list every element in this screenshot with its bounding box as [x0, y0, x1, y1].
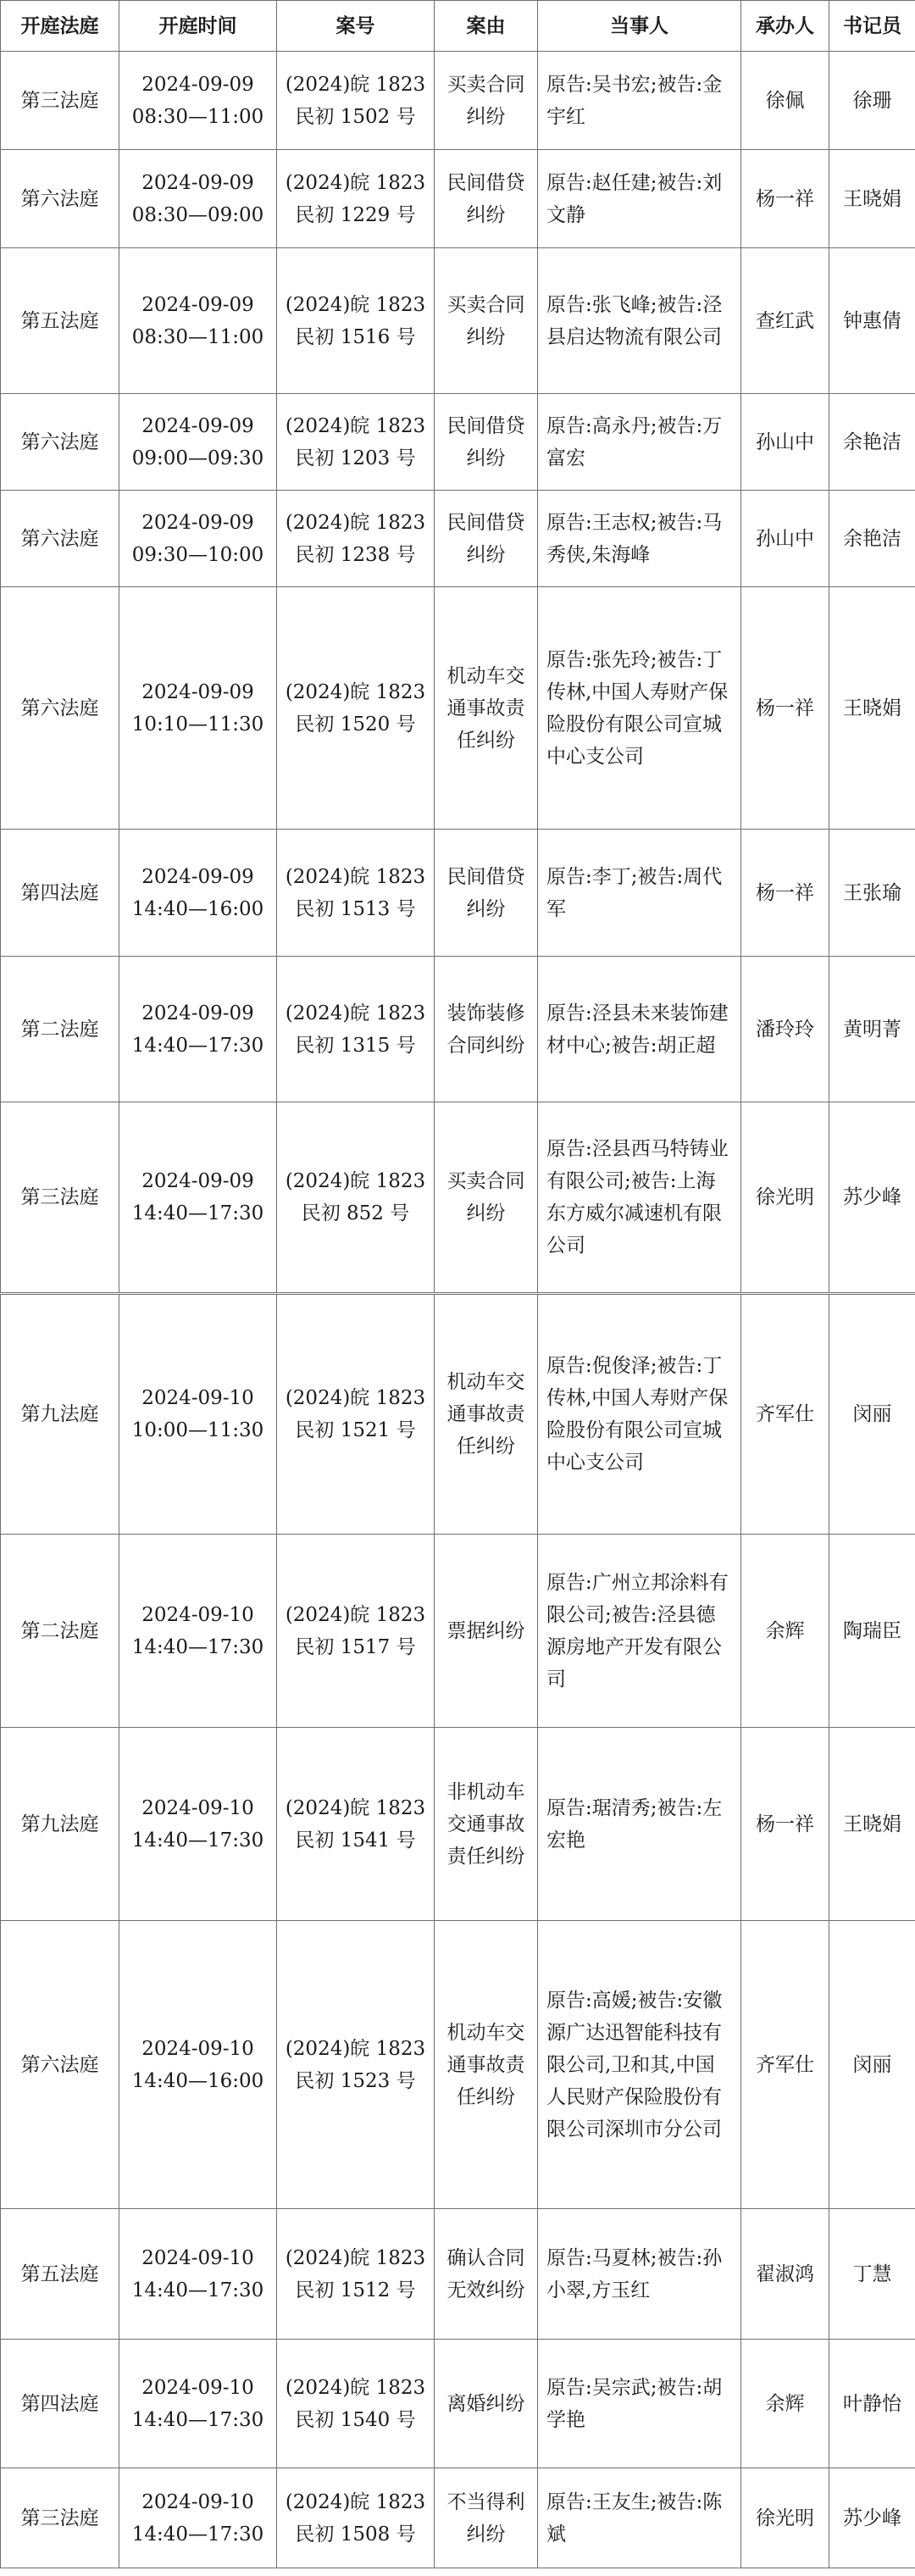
court-cell: 第二法庭: [1, 1535, 119, 1728]
case-number: 民初 1516 号: [295, 325, 416, 348]
case-number: 民初 852 号: [301, 1202, 410, 1224]
case-number: 民初 1540 号: [295, 2408, 416, 2431]
case-number-cell: [277, 957, 435, 1102]
parties-cell: 原告:赵任建;被告:刘文静: [538, 150, 741, 248]
hearing-date: 2024-09-09: [141, 1002, 254, 1024]
time-cell: [119, 1535, 277, 1728]
judge-cell: 杨一祥: [741, 830, 829, 957]
hearing-time: 14:40—17:30: [131, 2279, 264, 2301]
header-row: [1, 1, 915, 52]
parties-cell: 原告:泾县西马特铸业有限公司;被告:上海东方威尔减速机有限公司: [538, 1102, 741, 1294]
table-row: [1, 491, 915, 587]
case-number: 民初 1512 号: [295, 2279, 416, 2301]
hearing-date: 2024-09-10: [141, 1603, 254, 1626]
case-year: (2024)皖 1823: [285, 2246, 426, 2269]
case-number: 民初 1523 号: [295, 2069, 416, 2092]
case-number: 民初 1502 号: [295, 105, 416, 128]
clerk-cell: 苏少峰: [829, 2468, 915, 2568]
clerk-cell: 丁慧: [829, 2209, 915, 2340]
case-year: (2024)皖 1823: [285, 2037, 426, 2060]
hearing-time: 14:40—17:30: [131, 1635, 264, 1658]
case-year: (2024)皖 1823: [285, 1170, 426, 1192]
time-cell: [119, 248, 277, 394]
case-number-cell: [277, 52, 435, 150]
case-number: 民初 1521 号: [295, 1419, 416, 1441]
table-row: [1, 394, 915, 491]
judge-cell: 徐佩: [741, 52, 829, 150]
court-cell: 第三法庭: [1, 2468, 119, 2568]
table-row: [1, 830, 915, 957]
court-cell: 第五法庭: [1, 2209, 119, 2340]
table-row: [1, 2340, 915, 2468]
court-cell: 第六法庭: [1, 394, 119, 491]
time-cell: [119, 1294, 277, 1535]
case-number-cell: [277, 248, 435, 394]
hearing-time: 08:30—11:00: [131, 105, 264, 128]
case-number-cell: [277, 587, 435, 830]
hearing-date: 2024-09-09: [141, 73, 254, 96]
court-cell: 第五法庭: [1, 248, 119, 394]
time-cell: [119, 491, 277, 587]
parties-cell: 原告:王友生;被告:陈斌: [538, 2468, 741, 2568]
table-row: [1, 52, 915, 150]
time-cell: [119, 52, 277, 150]
hearing-date: 2024-09-09: [141, 865, 254, 888]
cause-cell: 民间借贷纠纷: [435, 830, 538, 957]
hearing-time: 14:40—16:00: [131, 897, 264, 920]
hearing-date: 2024-09-10: [141, 1387, 254, 1409]
clerk-cell: 王晓娟: [829, 1728, 915, 1921]
court-cell: 第六法庭: [1, 1921, 119, 2209]
schedule-rows: [1, 52, 915, 2568]
clerk-cell: 闵丽: [829, 1921, 915, 2209]
hearing-date: 2024-09-10: [141, 1796, 254, 1819]
time-cell: [119, 150, 277, 248]
time-cell: [119, 2340, 277, 2468]
case-number-cell: [277, 1535, 435, 1728]
hearing-time: 09:00—09:30: [131, 447, 264, 469]
court-cell: 第三法庭: [1, 1102, 119, 1294]
time-cell: [119, 1921, 277, 2209]
hearing-date: 2024-09-10: [141, 2037, 254, 2060]
case-year: (2024)皖 1823: [285, 1603, 426, 1626]
case-number: 民初 1203 号: [295, 447, 416, 469]
court-cell: 第三法庭: [1, 52, 119, 150]
hearing-time: 14:40—17:30: [131, 2523, 264, 2545]
parties-cell: 原告:张飞峰;被告:泾县启达物流有限公司: [538, 248, 741, 394]
cause-cell: 机动车交通事故责任纠纷: [435, 1921, 538, 2209]
table-row: [1, 1294, 915, 1535]
header-judge: 承办人: [741, 1, 829, 52]
case-year: (2024)皖 1823: [285, 2490, 426, 2513]
hearing-date: 2024-09-09: [141, 293, 254, 316]
parties-cell: 原告:张先玲;被告:丁传林,中国人寿财产保险股份有限公司宣城中心支公司: [538, 587, 741, 830]
case-number: 民初 1229 号: [295, 203, 416, 226]
case-number-cell: [277, 2209, 435, 2340]
case-year: (2024)皖 1823: [285, 414, 426, 437]
cause-cell: 买卖合同纠纷: [435, 1102, 538, 1294]
court-cell: 第二法庭: [1, 957, 119, 1102]
cause-cell: 买卖合同纠纷: [435, 248, 538, 394]
clerk-cell: 黄明菁: [829, 957, 915, 1102]
header-clerk: 书记员: [829, 1, 915, 52]
case-year: (2024)皖 1823: [285, 2376, 426, 2399]
time-cell: [119, 957, 277, 1102]
court-cell: 第六法庭: [1, 150, 119, 248]
header-court: 开庭法庭: [1, 1, 119, 52]
cause-cell: 装饰装修合同纠纷: [435, 957, 538, 1102]
judge-cell: 余辉: [741, 2340, 829, 2468]
judge-cell: 潘玲玲: [741, 957, 829, 1102]
case-number: 民初 1508 号: [295, 2523, 416, 2545]
case-number-cell: [277, 2468, 435, 2568]
time-cell: [119, 830, 277, 957]
clerk-cell: 徐珊: [829, 52, 915, 150]
parties-cell: 原告:高永丹;被告:万富宏: [538, 394, 741, 491]
clerk-cell: 王张瑜: [829, 830, 915, 957]
case-year: (2024)皖 1823: [285, 1002, 426, 1024]
time-cell: [119, 394, 277, 491]
case-number: 民初 1520 号: [295, 713, 416, 736]
court-cell: 第九法庭: [1, 1728, 119, 1921]
time-cell: [119, 1102, 277, 1294]
judge-cell: 孙山中: [741, 394, 829, 491]
table-row: [1, 957, 915, 1102]
time-cell: [119, 2209, 277, 2340]
clerk-cell: 余艳洁: [829, 491, 915, 587]
hearing-time: 08:30—09:00: [131, 203, 264, 226]
clerk-cell: 苏少峰: [829, 1102, 915, 1294]
case-year: (2024)皖 1823: [285, 1387, 426, 1409]
clerk-cell: 余艳洁: [829, 394, 915, 491]
parties-cell: 原告:倪俊泽;被告:丁传林,中国人寿财产保险股份有限公司宣城中心支公司: [538, 1294, 741, 1535]
table-row: [1, 1921, 915, 2209]
judge-cell: 余辉: [741, 1535, 829, 1728]
parties-cell: 原告:泾县未来装饰建材中心;被告:胡正超: [538, 957, 741, 1102]
cause-cell: 离婚纠纷: [435, 2340, 538, 2468]
case-number-cell: [277, 1728, 435, 1921]
hearing-time: 14:40—17:30: [131, 1034, 264, 1057]
header-cause: 案由: [435, 1, 538, 52]
hearing-date: 2024-09-10: [141, 2246, 254, 2269]
judge-cell: 翟淑鸿: [741, 2209, 829, 2340]
parties-cell: 原告:吴书宏;被告:金宇红: [538, 52, 741, 150]
cause-cell: 非机动车交通事故责任纠纷: [435, 1728, 538, 1921]
hearing-time: 14:40—17:30: [131, 1202, 264, 1224]
case-number-cell: [277, 394, 435, 491]
hearing-time: 14:40—16:00: [131, 2069, 264, 2092]
time-cell: [119, 2468, 277, 2568]
parties-cell: 原告:广州立邦涂料有限公司;被告:泾县德源房地产开发有限公司: [538, 1535, 741, 1728]
case-number-cell: [277, 1921, 435, 2209]
hearing-date: 2024-09-09: [141, 414, 254, 437]
cause-cell: 确认合同无效纠纷: [435, 2209, 538, 2340]
case-year: (2024)皖 1823: [285, 73, 426, 96]
judge-cell: 齐军仕: [741, 1921, 829, 2209]
table-row: [1, 1535, 915, 1728]
table-row: [1, 2209, 915, 2340]
cause-cell: 机动车交通事故责任纠纷: [435, 587, 538, 830]
judge-cell: 齐军仕: [741, 1294, 829, 1535]
case-number-cell: [277, 1294, 435, 1535]
header-parties: 当事人: [538, 1, 741, 52]
judge-cell: 徐光明: [741, 1102, 829, 1294]
table-row: [1, 248, 915, 394]
case-number: 民初 1541 号: [295, 1829, 416, 1852]
case-year: (2024)皖 1823: [285, 293, 426, 316]
case-number: 民初 1315 号: [295, 1034, 416, 1057]
hearing-date: 2024-09-09: [141, 511, 254, 534]
hearing-date: 2024-09-10: [141, 2376, 254, 2399]
judge-cell: 查红武: [741, 248, 829, 394]
judge-cell: 徐光明: [741, 2468, 829, 2568]
table-row: [1, 2468, 915, 2568]
parties-cell: 原告:马夏林;被告:孙小翠,方玉红: [538, 2209, 741, 2340]
table-row: [1, 1102, 915, 1294]
parties-cell: 原告:李丁;被告:周代军: [538, 830, 741, 957]
clerk-cell: 王晓娟: [829, 587, 915, 830]
header-case-number: 案号: [277, 1, 435, 52]
hearing-time: 08:30—11:00: [131, 325, 264, 348]
cause-cell: 民间借贷纠纷: [435, 150, 538, 248]
court-cell: 第九法庭: [1, 1294, 119, 1535]
judge-cell: 杨一祥: [741, 587, 829, 830]
hearing-date: 2024-09-09: [141, 1170, 254, 1192]
clerk-cell: 钟惠倩: [829, 248, 915, 394]
clerk-cell: 王晓娟: [829, 150, 915, 248]
clerk-cell: 闵丽: [829, 1294, 915, 1535]
case-year: (2024)皖 1823: [285, 680, 426, 703]
case-number-cell: [277, 830, 435, 957]
case-number: 民初 1513 号: [295, 897, 416, 920]
header-time: 开庭时间: [119, 1, 277, 52]
table-row: [1, 587, 915, 830]
court-cell: 第四法庭: [1, 2340, 119, 2468]
hearing-date: 2024-09-09: [141, 680, 254, 703]
cause-cell: 买卖合同纠纷: [435, 52, 538, 150]
case-year: (2024)皖 1823: [285, 865, 426, 888]
judge-cell: 孙山中: [741, 491, 829, 587]
hearing-time: 14:40—17:30: [131, 2408, 264, 2431]
cause-cell: 民间借贷纠纷: [435, 491, 538, 587]
case-number-cell: [277, 491, 435, 587]
judge-cell: 杨一祥: [741, 150, 829, 248]
case-year: (2024)皖 1823: [285, 511, 426, 534]
hearing-time: 09:30—10:00: [131, 543, 264, 566]
table-row: [1, 1728, 915, 1921]
case-year: (2024)皖 1823: [285, 1796, 426, 1819]
cause-cell: 机动车交通事故责任纠纷: [435, 1294, 538, 1535]
parties-cell: 原告:王志权;被告:马秀侠,朱海峰: [538, 491, 741, 587]
court-cell: 第六法庭: [1, 491, 119, 587]
parties-cell: 原告:高媛;被告:安徽源广达迅智能科技有限公司,卫和其,中国人民财产保险股份有限公司深圳市分公司: [538, 1921, 741, 2209]
hearing-date: 2024-09-10: [141, 2490, 254, 2513]
cause-cell: 不当得利纠纷: [435, 2468, 538, 2568]
time-cell: [119, 1728, 277, 1921]
parties-cell: 原告:琚清秀;被告:左宏艳: [538, 1728, 741, 1921]
clerk-cell: 叶静怡: [829, 2340, 915, 2468]
court-cell: 第四法庭: [1, 830, 119, 957]
hearing-time: 10:10—11:30: [131, 713, 264, 736]
table-row: [1, 150, 915, 248]
court-cell: 第六法庭: [1, 587, 119, 830]
hearing-date: 2024-09-09: [141, 171, 254, 194]
parties-cell: 原告:吴宗武;被告:胡学艳: [538, 2340, 741, 2468]
case-number-cell: [277, 150, 435, 248]
case-number: 民初 1517 号: [295, 1635, 416, 1658]
clerk-cell: 陶瑞臣: [829, 1535, 915, 1728]
cause-cell: 票据纠纷: [435, 1535, 538, 1728]
hearing-time: 10:00—11:30: [131, 1419, 264, 1441]
cause-cell: 民间借贷纠纷: [435, 394, 538, 491]
hearing-time: 14:40—17:30: [131, 1829, 264, 1852]
judge-cell: 杨一祥: [741, 1728, 829, 1921]
case-number-cell: [277, 2340, 435, 2468]
case-year: (2024)皖 1823: [285, 171, 426, 194]
case-number-cell: [277, 1102, 435, 1294]
time-cell: [119, 587, 277, 830]
case-number: 民初 1238 号: [295, 543, 416, 566]
